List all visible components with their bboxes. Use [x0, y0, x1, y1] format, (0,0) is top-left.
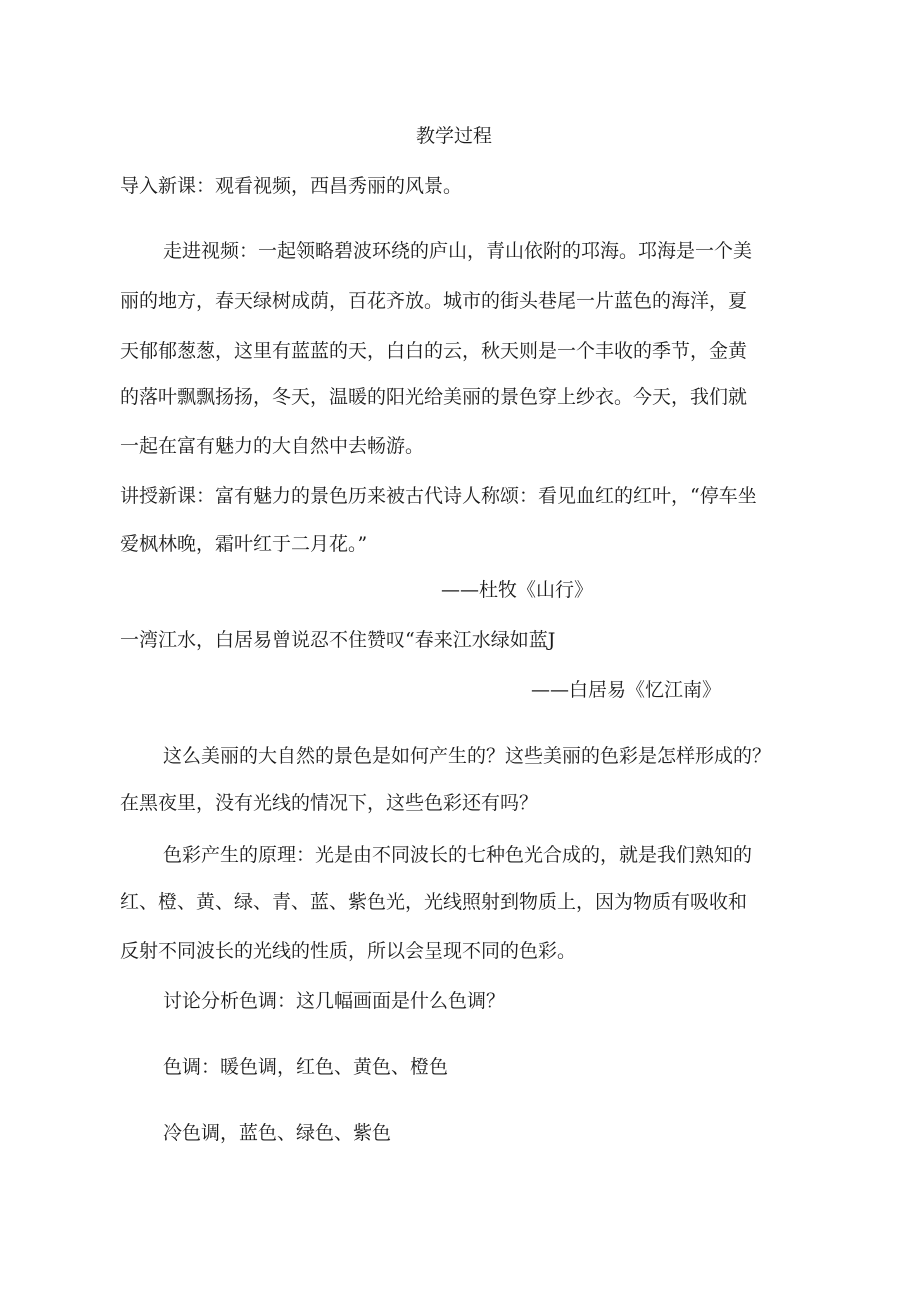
question-paragraph-line: 这么美丽的大自然的景色是如何产生的？这些美丽的色彩是怎样形成的？ — [163, 745, 772, 767]
lecture-paragraph-line: 讲授新课：富有魅力的景色历来被古代诗人称颂：看见血红的红叶，“停车坐 — [120, 485, 757, 507]
video-paragraph-line: 的落叶飘飘扬扬，冬天，温暖的阳光给美丽的景色穿上纱衣。今天，我们就 — [120, 386, 748, 408]
video-paragraph-line: 走进视频：一起领略碧波环绕的庐山，青山依附的邛海。邛海是一个美 — [163, 240, 753, 262]
video-paragraph-line: 天郁郁葱葱，这里有蓝蓝的天，白白的云，秋天则是一个丰收的季节，金黄 — [120, 340, 748, 362]
quote-source-baijuyi: ——白居易《忆江南》 — [531, 679, 722, 701]
river-paragraph: 一湾江水，白居易曾说忍不住赞叹“春来江水绿如蓝J — [120, 629, 556, 651]
intro-paragraph: 导入新课：观看视频，西昌秀丽的风景。 — [120, 175, 463, 197]
cool-tone-line: 冷色调，蓝色、绿色、紫色 — [163, 1122, 392, 1144]
page-title: 教学过程 — [415, 125, 492, 147]
discussion-paragraph: 讨论分析色调：这几幅画面是什么色调？ — [163, 990, 506, 1012]
lecture-paragraph-line: 爱枫林晚，霜叶红于二月花。” — [120, 533, 368, 555]
question-paragraph-line: 在黑夜里，没有光线的情况下，这些色彩还有吗？ — [120, 792, 539, 814]
principle-paragraph-line: 红、橙、黄、绿、青、蓝、紫色光，光线照射到物质上，因为物质有吸收和 — [120, 891, 748, 913]
quote-source-dumu: ——杜牧《山行》 — [441, 579, 594, 601]
video-paragraph-line: 一起在富有魅力的大自然中去畅游。 — [120, 435, 425, 457]
principle-paragraph-line: 反射不同波长的光线的性质，所以会呈现不同的色彩。 — [120, 940, 577, 962]
warm-tone-line: 色调：暖色调，红色、黄色、橙色 — [163, 1056, 449, 1078]
video-paragraph-line: 丽的地方，春天绿树成荫，百花齐放。城市的街头巷尾一片蓝色的海洋，夏 — [120, 290, 748, 312]
principle-paragraph-line: 色彩产生的原理：光是由不同波长的七种色光合成的，就是我们熟知的 — [163, 844, 753, 866]
